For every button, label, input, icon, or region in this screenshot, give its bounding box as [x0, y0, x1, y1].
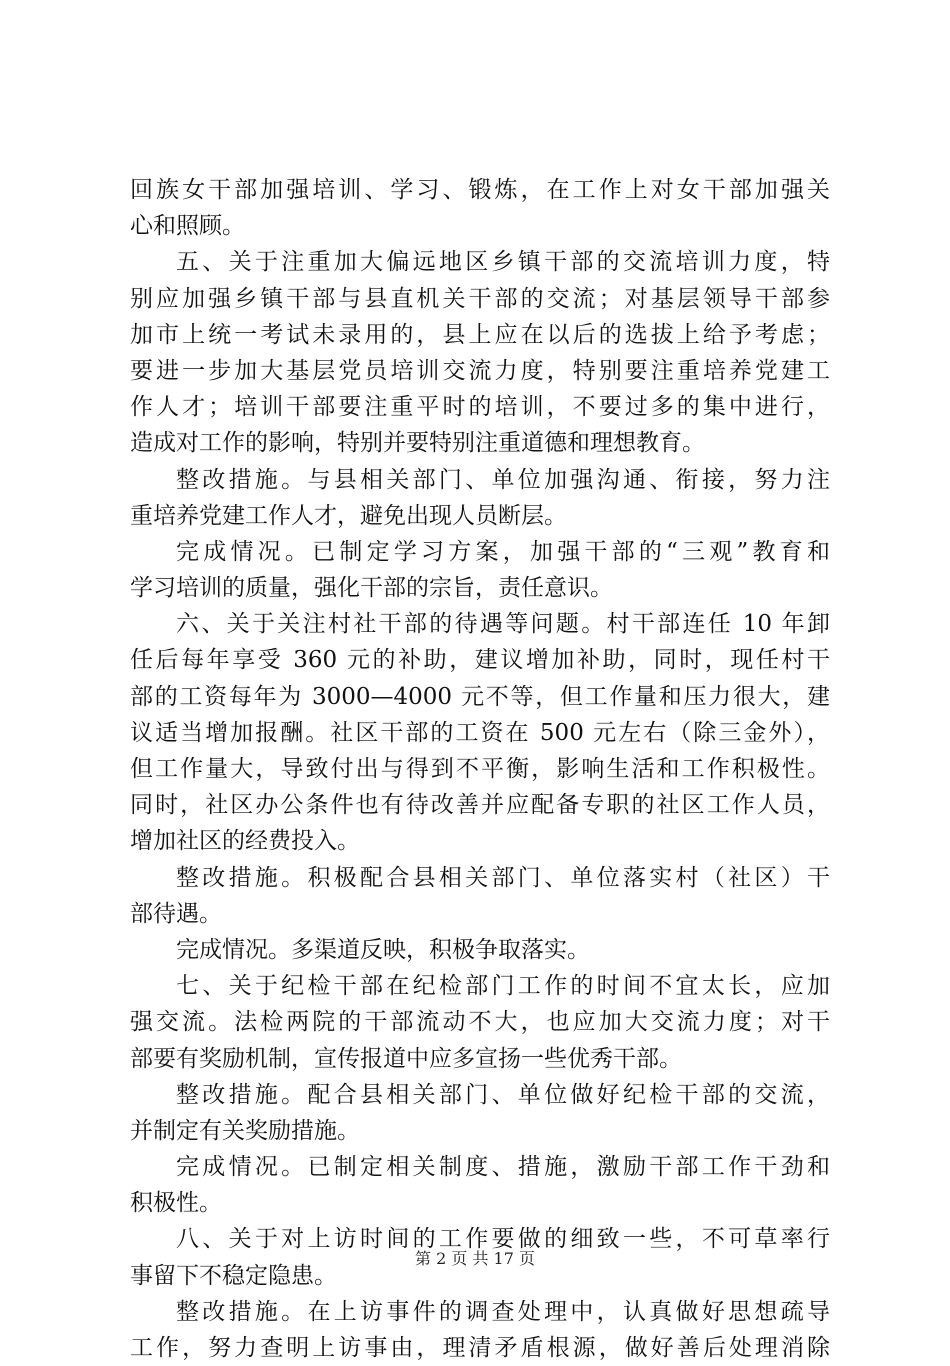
text-line: 八、关于对上访时间的工作要做的细致一些，不可草率行: [176, 1226, 830, 1253]
text-line: 别应加强乡镇干部与县直机关干部的交流；对基层领导干部参: [130, 285, 830, 312]
page-footer: 第 2 页 共 17 页: [415, 1249, 535, 1268]
text-line: 任后每年享受 360 元的补助，建议增加补助，同时，现任村干: [130, 647, 830, 674]
text-line: 整改措施。配合县相关部门、单位做好纪检干部的交流，: [176, 1081, 830, 1108]
text-line: 加市上统一考试未录用的，县上应在以后的选拔上给予考虑；: [130, 321, 830, 348]
text-line: 整改措施。在上访事件的调查处理中，认真做好思想疏导: [176, 1298, 830, 1325]
text-line: 心和照顾。: [130, 213, 245, 240]
text-line: 七、关于纪检干部在纪检部门工作的时间不宜太长，应加: [176, 973, 830, 1000]
text-line: 六、关于关注村社干部的待遇等问题。村干部连任 10 年卸: [176, 611, 830, 638]
text-line: 部的工资每年为 3000—4000 元不等，但工作量和压力很大，建: [130, 683, 830, 710]
text-line: 造成对工作的影响，特别并要特别注重道德和理想教育。: [130, 430, 705, 457]
text-line: 但工作量大，导致付出与得到不平衡，影响生活和工作积极性。: [130, 756, 830, 782]
text-line: 积极性。: [130, 1190, 222, 1217]
text-line: 强交流。法检两院的干部流动不大，也应加大交流力度；对干: [130, 1009, 830, 1036]
text-line: 完成情况。多渠道反映，积极争取落实。: [176, 936, 590, 963]
text-line: 整改措施。与县相关部门、单位加强沟通、衔接，努力注: [176, 466, 830, 493]
text-line: 作人才；培训干部要注重平时的培训，不要过多的集中进行，: [130, 394, 830, 421]
text-line: 增加社区的经费投入。: [130, 828, 360, 855]
text-line: 事留下不稳定隐患。: [130, 1262, 337, 1289]
text-line: 整改措施。积极配合县相关部门、单位落实村（社区）干: [176, 864, 830, 891]
text-line: 同时，社区办公条件也有待改善并应配备专职的社区工作人员，: [130, 792, 830, 819]
text-line: 完成情况。已制定相关制度、措施，激励干部工作干劲和: [176, 1154, 830, 1181]
text-line: 部要有奖励机制，宣传报道中应多宣扬一些优秀干部。: [130, 1045, 682, 1072]
text-line: 重培养党建工作人才，避免出现人员断层。: [130, 502, 567, 529]
text-line: 部待遇。: [130, 900, 222, 927]
text-line: 并制定有关奖励措施。: [130, 1117, 360, 1144]
document-body: [130, 172, 830, 1366]
text-line: 议适当增加报酬。社区干部的工资在 500 元左右（除三金外），: [130, 719, 830, 746]
text-line: 工作，努力查明上访事由，理清矛盾根源，做好善后处理消除: [130, 1335, 830, 1361]
text-line: 回族女干部加强培训、学习、锻炼，在工作上对女干部加强关: [130, 177, 830, 203]
text-line: 五、关于注重加大偏远地区乡镇干部的交流培训力度，特: [176, 249, 830, 276]
text-line: 学习培训的质量，强化干部的宗旨，责任意识。: [130, 575, 613, 602]
text-line: 要进一步加大基层党员培训交流力度，特别要注重培养党建工: [130, 357, 830, 384]
text-line: 完成情况。已制定学习方案，加强干部的“三观”教育和: [176, 538, 830, 565]
